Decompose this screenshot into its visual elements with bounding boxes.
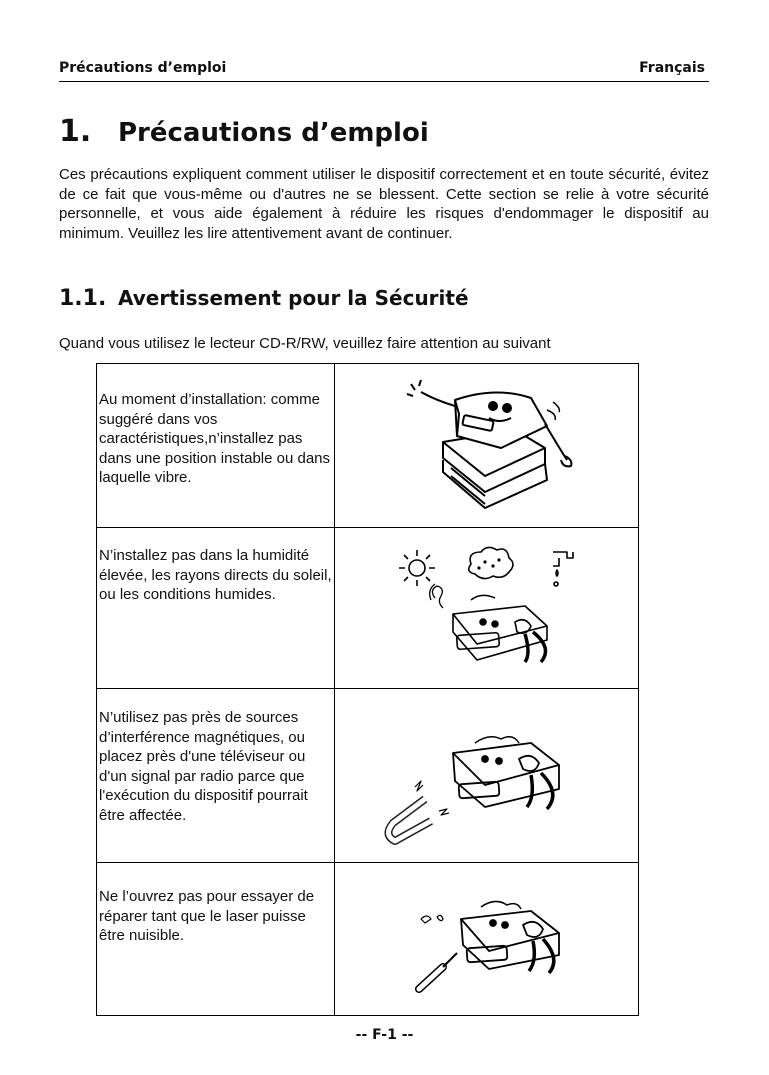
subsection-heading bbox=[59, 286, 469, 311]
warnings-table bbox=[96, 363, 639, 1016]
table-row bbox=[97, 364, 639, 528]
warning-text: N’installez pas dans la humidité élevée, les rayons directs du soleil, ou les conditions humides. bbox=[99, 547, 332, 603]
subsection-number: 1.1. bbox=[59, 286, 107, 311]
lead-sentence: Quand vous utilisez le lecteur CD-R/RW, veuillez faire attention au suivant bbox=[59, 335, 551, 352]
magnet-illustration bbox=[335, 689, 639, 863]
warning-text: Au moment d’installation: comme suggéré dans vos caractéristiques,n’installez pas dans une position instable ou dans laquelle vibre. bbox=[99, 391, 331, 486]
subsection-title: Avertissement pour la Sécurité bbox=[118, 286, 469, 310]
section-title: Précautions d’emploi bbox=[118, 118, 429, 148]
section-heading bbox=[59, 114, 429, 149]
intro-paragraph: Ces précautions expliquent comment utiliser le dispositif correctement et en toute sécurité, évitez de ce fait que vous-même ou d'autres ne se blessent. Cette section se relie à votre sécurité personnelle, et vous aide également à réduire les risques d'endommager le dispositif au minimum. Veuillez les lire attentivement avant de continuer. bbox=[59, 166, 709, 242]
table-row bbox=[97, 528, 639, 689]
warning-text: Ne l’ouvrez pas pour essayer de réparer tant que le laser puisse être nuisible. bbox=[99, 888, 315, 944]
header-language: Français bbox=[639, 60, 705, 76]
sun-humidity-water-illustration bbox=[335, 528, 639, 689]
screwdriver-illustration bbox=[335, 863, 639, 1016]
page-header bbox=[59, 60, 709, 82]
header-title: Précautions d’emploi bbox=[59, 60, 227, 76]
table-row bbox=[97, 863, 639, 1016]
warning-text: N’utilisez pas près de sources d’interférence magnétiques, ou placez près d'une téléviseur ou d'un signal par radio parce que l'exécution du dispositif pourrait être affectée. bbox=[99, 709, 308, 824]
page-number: -- F-1 -- bbox=[355, 1027, 414, 1043]
section-number: 1. bbox=[59, 114, 92, 149]
drive-on-books-illustration bbox=[335, 364, 639, 528]
table-row bbox=[97, 689, 639, 863]
